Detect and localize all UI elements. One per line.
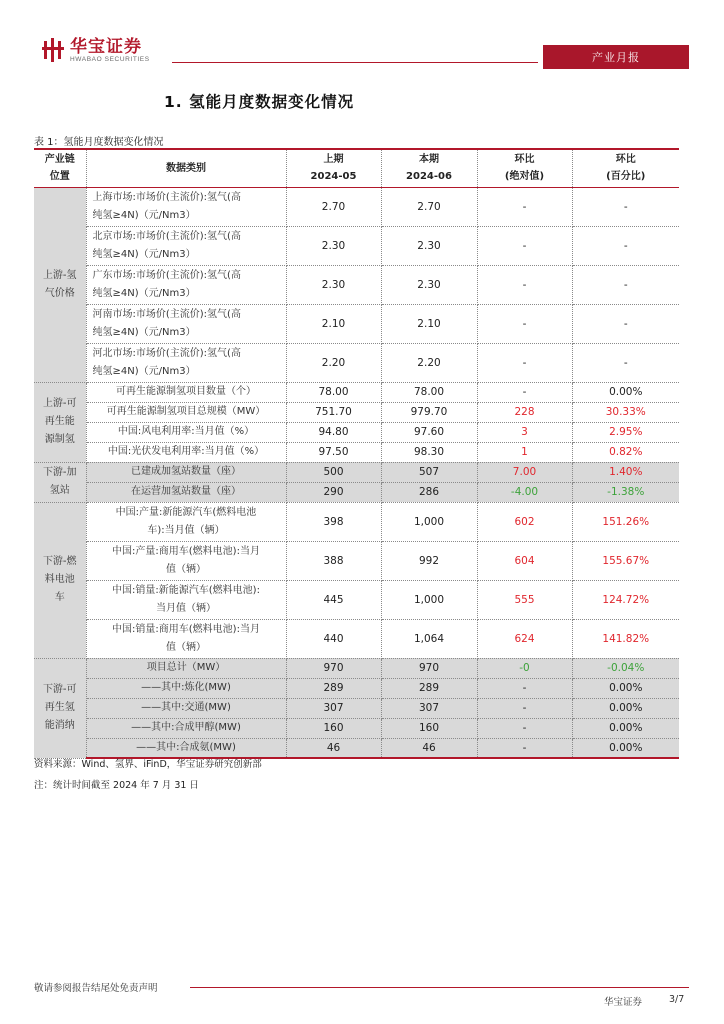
item-cell: 上海市场:市场价(主流价):氢气(高 纯氢≥4N)（元/Nm3）	[86, 187, 286, 226]
pct-change: 0.00%	[572, 382, 679, 402]
table-row	[34, 658, 679, 678]
header-chain-position: 产业链 位置	[34, 149, 86, 187]
item-cell: 中国:光伏发电利用率:当月值（%）	[86, 442, 286, 462]
pct-change: 0.82%	[572, 442, 679, 462]
pct-change: -1.38%	[572, 482, 679, 502]
category-cell: 下游-可 再生氢 能消纳	[34, 658, 86, 758]
curr-value: 78.00	[381, 382, 477, 402]
pct-change: -	[572, 304, 679, 343]
pct-change: -	[572, 226, 679, 265]
pct-change: 30.33%	[572, 402, 679, 422]
pct-change: 2.95%	[572, 422, 679, 442]
section-title: 1. 氢能月度数据变化情况	[164, 93, 355, 111]
abs-change: 604	[477, 541, 572, 580]
item-cell: 中国:产量:新能源汽车(燃料电池 车):当月值（辆）	[86, 502, 286, 541]
abs-change: 1	[477, 442, 572, 462]
curr-value: 307	[381, 698, 477, 718]
prev-value: 46	[286, 738, 381, 758]
abs-change: 3	[477, 422, 572, 442]
logo-name-en: HWABAO SECURITIES	[70, 56, 150, 63]
source-note: 资料来源：Wind、氢界、iFinD，华宝证券研究创新部	[34, 759, 262, 770]
curr-value: 97.60	[381, 422, 477, 442]
prev-value: 2.20	[286, 343, 381, 382]
item-cell: ——其中:合成甲醇(MW)	[86, 718, 286, 738]
abs-change: -0	[477, 658, 572, 678]
prev-value: 2.10	[286, 304, 381, 343]
curr-value: 2.30	[381, 226, 477, 265]
item-cell: 广东市场:市场价(主流价):氢气(高 纯氢≥4N)（元/Nm3）	[86, 265, 286, 304]
category-cell: 上游-可 再生能 源制氢	[34, 382, 86, 462]
abs-change: -	[477, 343, 572, 382]
header-mom-absolute: 环比 (绝对值)	[477, 149, 572, 187]
pct-change: 0.00%	[572, 678, 679, 698]
abs-change: 7.00	[477, 462, 572, 482]
item-cell: ——其中:炼化(MW)	[86, 678, 286, 698]
curr-value: 286	[381, 482, 477, 502]
header-divider	[172, 62, 538, 63]
category-cell: 下游-加 氢站	[34, 462, 86, 502]
item-cell: ——其中:合成氨(MW)	[86, 738, 286, 758]
pct-change: 1.40%	[572, 462, 679, 482]
curr-value: 2.10	[381, 304, 477, 343]
prev-value: 97.50	[286, 442, 381, 462]
pct-change: -	[572, 265, 679, 304]
prev-value: 78.00	[286, 382, 381, 402]
abs-change: 555	[477, 580, 572, 619]
curr-value: 1,000	[381, 580, 477, 619]
prev-value: 440	[286, 619, 381, 658]
table-row	[34, 580, 679, 619]
pct-change: 0.00%	[572, 738, 679, 758]
footer-company: 华宝证券	[604, 997, 643, 1008]
abs-change: -	[477, 226, 572, 265]
pct-change: 0.00%	[572, 698, 679, 718]
table-row	[34, 462, 679, 482]
table-row	[34, 382, 679, 402]
item-cell: 河北市场:市场价(主流价):氢气(高 纯氢≥4N)（元/Nm3）	[86, 343, 286, 382]
item-cell: 中国:产量:商用车(燃料电池):当月 值（辆）	[86, 541, 286, 580]
table-row	[34, 265, 679, 304]
prev-value: 2.30	[286, 265, 381, 304]
curr-value: 289	[381, 678, 477, 698]
table-caption: 表 1：氢能月度数据变化情况	[34, 137, 164, 148]
curr-value: 2.30	[381, 265, 477, 304]
prev-value: 970	[286, 658, 381, 678]
prev-value: 398	[286, 502, 381, 541]
pct-change: 0.00%	[572, 718, 679, 738]
footer-divider	[190, 987, 689, 988]
pct-change: 155.67%	[572, 541, 679, 580]
prev-value: 2.30	[286, 226, 381, 265]
abs-change: -	[477, 698, 572, 718]
date-note: 注：统计时间截至 2024 年 7 月 31 日	[34, 780, 199, 791]
prev-value: 751.70	[286, 402, 381, 422]
item-cell: 在运营加氢站数量（座）	[86, 482, 286, 502]
table-row	[34, 482, 679, 502]
curr-value: 1,064	[381, 619, 477, 658]
item-cell: 中国:风电利用率:当月值（%）	[86, 422, 286, 442]
table-row	[34, 502, 679, 541]
curr-value: 2.20	[381, 343, 477, 382]
item-cell: 中国:销量:商用车(燃料电池):当月 值（辆）	[86, 619, 286, 658]
table-row	[34, 304, 679, 343]
pct-change: 151.26%	[572, 502, 679, 541]
curr-value: 98.30	[381, 442, 477, 462]
prev-value: 94.80	[286, 422, 381, 442]
item-cell: 项目总计（MW）	[86, 658, 286, 678]
table-row	[34, 678, 679, 698]
company-logo	[42, 38, 150, 64]
header-data-category: 数据类别	[86, 149, 286, 187]
table-row	[34, 718, 679, 738]
abs-change: 602	[477, 502, 572, 541]
abs-change: -	[477, 187, 572, 226]
curr-value: 160	[381, 718, 477, 738]
curr-value: 46	[381, 738, 477, 758]
item-cell: 河南市场:市场价(主流价):氢气(高 纯氢≥4N)（元/Nm3）	[86, 304, 286, 343]
prev-value: 307	[286, 698, 381, 718]
prev-value: 500	[286, 462, 381, 482]
table-header-row	[34, 149, 679, 187]
prev-value: 160	[286, 718, 381, 738]
prev-value: 445	[286, 580, 381, 619]
curr-value: 970	[381, 658, 477, 678]
table-row	[34, 402, 679, 422]
prev-value: 289	[286, 678, 381, 698]
logo-mark-icon	[42, 38, 64, 62]
curr-value: 1,000	[381, 502, 477, 541]
abs-change: -	[477, 718, 572, 738]
hydrogen-data-table	[34, 148, 679, 759]
category-cell: 下游-燃 料电池 车	[34, 502, 86, 658]
curr-value: 979.70	[381, 402, 477, 422]
header-current-period: 本期 2024-06	[381, 149, 477, 187]
pct-change: -	[572, 343, 679, 382]
table-row	[34, 226, 679, 265]
table-row	[34, 738, 679, 758]
abs-change: 228	[477, 402, 572, 422]
logo-name-cn: 华宝证券	[70, 37, 142, 57]
prev-value: 388	[286, 541, 381, 580]
item-cell: 可再生能源制氢项目总规模（MW）	[86, 402, 286, 422]
prev-value: 290	[286, 482, 381, 502]
item-cell: 已建成加氢站数量（座）	[86, 462, 286, 482]
curr-value: 507	[381, 462, 477, 482]
page-number: 3/7	[669, 994, 685, 1005]
table-row	[34, 422, 679, 442]
curr-value: 992	[381, 541, 477, 580]
report-type-badge: 产业月报	[543, 45, 689, 69]
table-row	[34, 541, 679, 580]
abs-change: -4.00	[477, 482, 572, 502]
header-mom-percent: 环比 (百分比)	[572, 149, 679, 187]
table-row	[34, 442, 679, 462]
abs-change: -	[477, 678, 572, 698]
pct-change: 124.72%	[572, 580, 679, 619]
table-row	[34, 698, 679, 718]
disclaimer-note: 敬请参阅报告结尾处免责声明	[34, 983, 158, 994]
abs-change: -	[477, 738, 572, 758]
prev-value: 2.70	[286, 187, 381, 226]
pct-change: -	[572, 187, 679, 226]
item-cell: 中国:销量:新能源汽车(燃料电池): 当月值（辆）	[86, 580, 286, 619]
abs-change: -	[477, 382, 572, 402]
curr-value: 2.70	[381, 187, 477, 226]
table-row	[34, 619, 679, 658]
item-cell: ——其中:交通(MW)	[86, 698, 286, 718]
abs-change: 624	[477, 619, 572, 658]
table-row	[34, 187, 679, 226]
abs-change: -	[477, 265, 572, 304]
item-cell: 可再生能源制氢项目数量（个）	[86, 382, 286, 402]
table-row	[34, 343, 679, 382]
abs-change: -	[477, 304, 572, 343]
pct-change: -0.04%	[572, 658, 679, 678]
item-cell: 北京市场:市场价(主流价):氢气(高 纯氢≥4N)（元/Nm3）	[86, 226, 286, 265]
pct-change: 141.82%	[572, 619, 679, 658]
header-previous-period: 上期 2024-05	[286, 149, 381, 187]
category-cell: 上游-氢 气价格	[34, 187, 86, 382]
